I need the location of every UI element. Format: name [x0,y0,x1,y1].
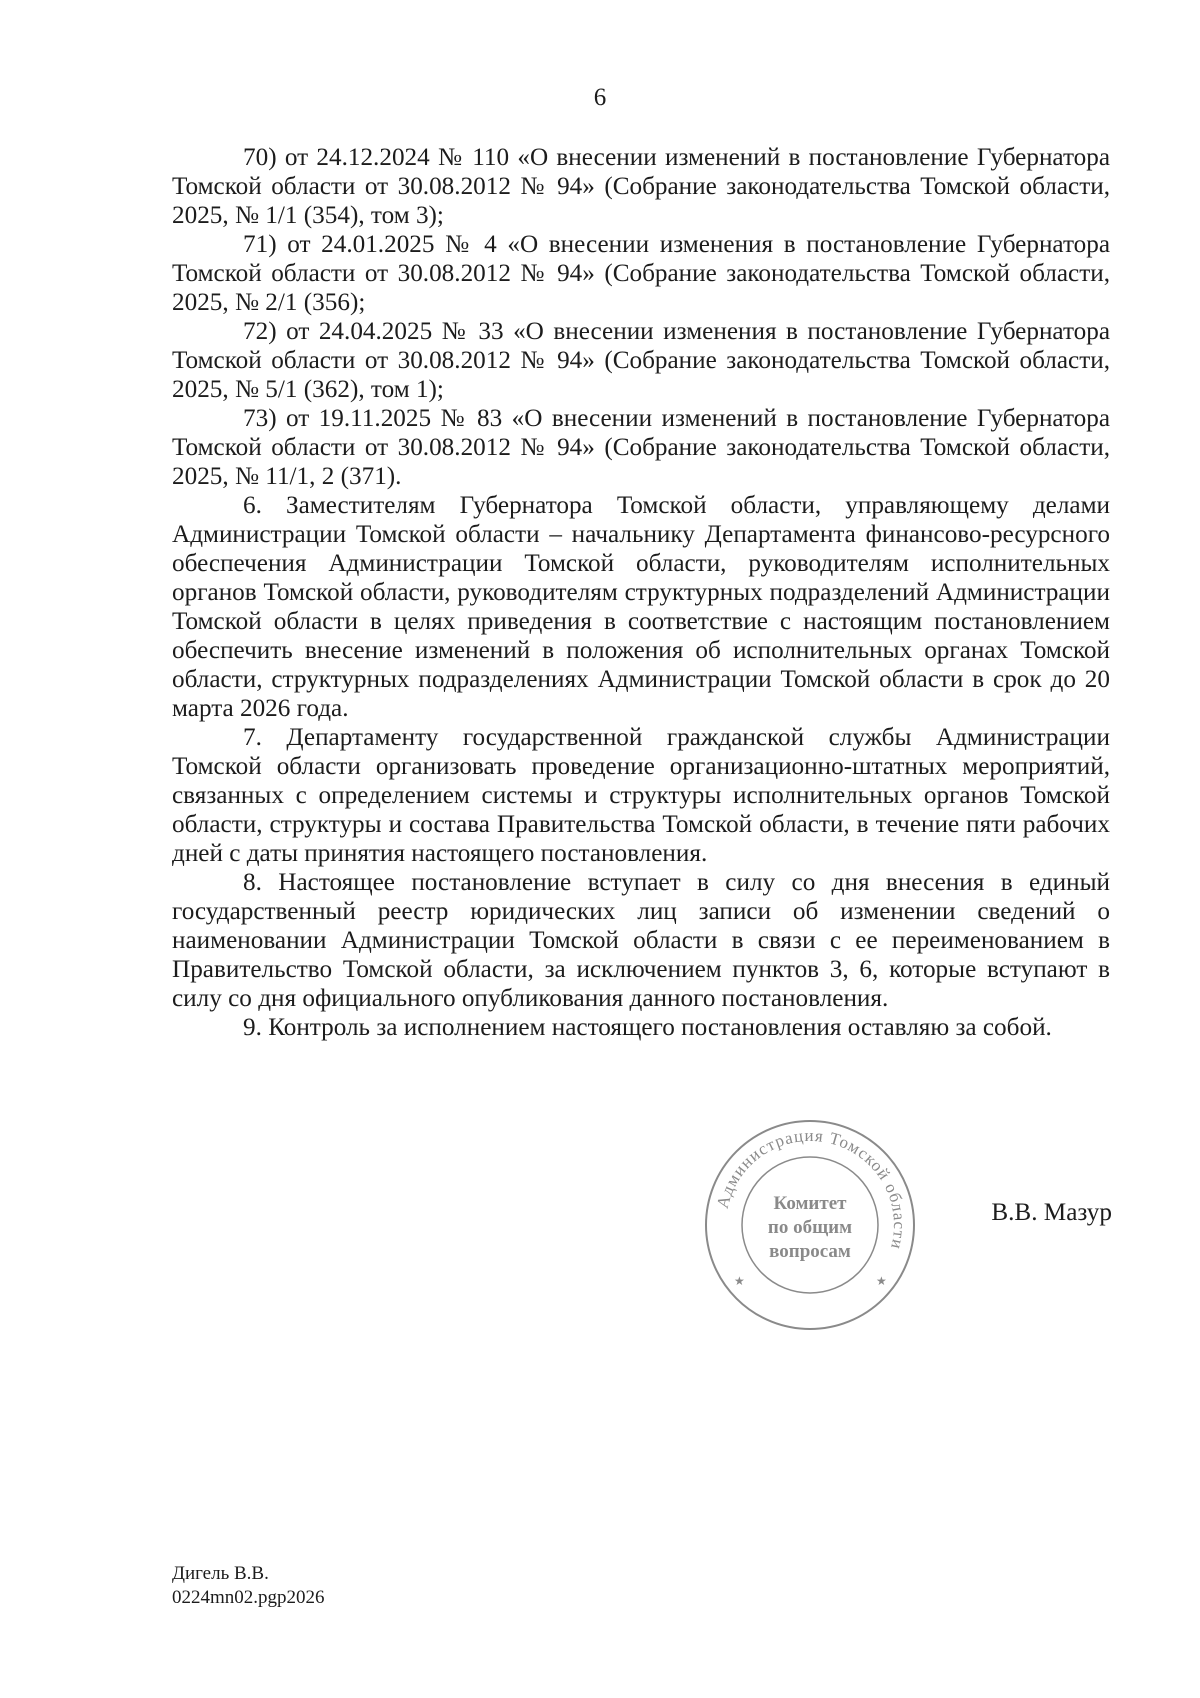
star-icon: ★ [876,1274,887,1288]
clause-6: 6. Заместителям Губернатора Томской области, управляющему делами Администрации Томской области – начальнику Департамента финансово-ресурсного обеспечения Администрации Томской области, руководителям исполнительных органов Томской области, руководителям структурных подразделений Администрации Томской области в целях приведения в соответствие с настоящим постановлением обеспечить внесение изменений в положения об исполнительных органах Томской области, структурных подразделениях Администрации Томской области в срок до 20 марта 2026 года. [172,492,1110,722]
document-body [172,143,1110,1042]
list-item-73: 73) от 19.11.2025 № 83 «О внесении изменений в постановление Губернатора Томской области от 30.08.2012 № 94» (Собрание законодательства Томской области, 2025, № 11/1, 2 (371). [172,405,1110,490]
list-item-72: 72) от 24.04.2025 № 33 «О внесении изменения в постановление Губернатора Томской области от 30.08.2012 № 94» (Собрание законодательства Томской области, 2025, № 5/1 (362), том 1); [172,318,1110,403]
file-code: 0224mn02.pgp2026 [172,1587,325,1608]
signature-block [700,1115,1112,1335]
stamp-line-3: вопросам [769,1241,851,1262]
list-item-70: 70) от 24.12.2024 № 110 «О внесении изменений в постановление Губернатора Томской области от 30.08.2012 № 94» (Собрание законодательства Томской области, 2025, № 1/1 (354), том 3); [172,144,1110,229]
clause-9: 9. Контроль за исполнением настоящего постановления оставляю за собой. [243,1014,1052,1041]
official-stamp [700,1115,920,1335]
page-number: 6 [593,84,607,111]
signer-name: В.В. Мазур [991,1199,1112,1226]
footer [172,1562,325,1610]
clause-8: 8. Настоящее постановление вступает в силу со дня внесения в единый государственный реестр юридических лиц записи об изменении сведений о наименовании Администрации Томской области в связи с ее переименованием в Правительство Томской области, за исключением пунктов 3, 6, которые вступают в силу со дня официального опубликования данного постановления. [172,869,1110,1012]
list-item-71: 71) от 24.01.2025 № 4 «О внесении изменения в постановление Губернатора Томской области от 30.08.2012 № 94» (Собрание законодательства Томской области, 2025, № 2/1 (356); [172,231,1110,316]
executor-name: Дигель В.В. [172,1563,269,1584]
clause-7: 7. Департаменту государственной гражданской службы Администрации Томской области организовать проведение организационно-штатных мероприятий, связанных с определением системы и структуры исполнительных органов Томской области, структуры и состава Правительства Томской области, в течение пяти рабочих дней с даты принятия настоящего постановления. [172,724,1110,867]
star-icon: ★ [734,1274,745,1288]
stamp-line-2: по общим [767,1217,853,1238]
stamp-ring-text: Администрация Томской области [712,1125,910,1252]
stamp-line-1: Комитет [773,1193,847,1214]
